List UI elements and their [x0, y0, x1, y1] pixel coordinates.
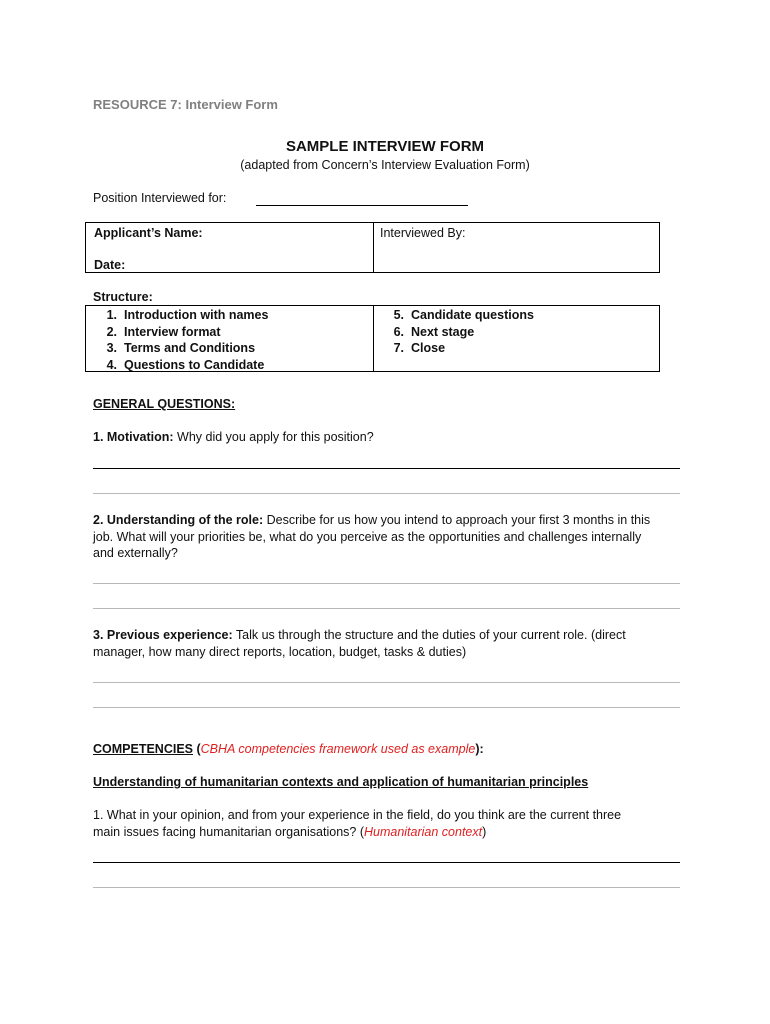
question-1: 1. Motivation: Why did you apply for this position?: [93, 430, 374, 444]
general-questions-heading: GENERAL QUESTIONS:: [93, 397, 236, 411]
structure-heading: Structure:: [93, 290, 153, 304]
competency-subheading: Understanding of humanitarian contexts and application of humanitarian principles: [93, 775, 589, 789]
structure-box-divider: [373, 306, 374, 371]
applicant-name-label: Applicant’s Name:: [94, 226, 203, 240]
position-input-line[interactable]: [256, 205, 468, 206]
structure-box: [85, 305, 660, 372]
structure-left-list: [93, 307, 268, 373]
competency-question-1: 1. What in your opinion, and from your experience in the field, do you think are the current three main issues facing humanitarian organisations? (Humanitarian context): [93, 808, 622, 839]
interviewed-by-label: Interviewed By:: [380, 226, 466, 240]
applicant-info-box: [85, 222, 660, 273]
date-label: Date:: [94, 258, 126, 272]
structure-right-list: [380, 307, 534, 357]
info-box-divider: [373, 223, 374, 272]
answer-line[interactable]: [93, 682, 680, 683]
answer-line[interactable]: [93, 608, 680, 609]
structure-item: 5. Candidate questions: [393, 308, 534, 322]
position-label: Position Interviewed for:: [93, 191, 227, 205]
context-tag: Humanitarian context: [363, 824, 483, 839]
competencies-heading: COMPETENCIES (CBHA competencies framework used as example):: [93, 742, 484, 756]
answer-line[interactable]: [93, 862, 680, 863]
form-subtitle: (adapted from Concern’s Interview Evaluation Form): [240, 158, 530, 172]
form-title: SAMPLE INTERVIEW FORM: [285, 138, 485, 155]
structure-item: 1. Introduction with names: [106, 308, 269, 322]
question-3: 3. Previous experience: Talk us through the structure and the duties of your current role. (direct manager, how many direct reports, location, budget, tasks & duties): [93, 628, 626, 659]
question-2: 2. Understanding of the role: Describe for us how you intend to approach your first 3 months in this job. What will your priorities be, what do you perceive as the opportunities and challenges internally and externally?: [93, 513, 651, 560]
answer-line[interactable]: [93, 887, 680, 888]
answer-line[interactable]: [93, 707, 680, 708]
answer-line[interactable]: [93, 583, 680, 584]
structure-item: 3. Terms and Conditions: [106, 341, 256, 355]
structure-item: 2. Interview format: [106, 324, 221, 339]
resource-label: RESOURCE 7: Interview Form: [93, 97, 278, 112]
structure-item: 7. Close: [393, 341, 446, 355]
answer-line[interactable]: [93, 468, 680, 469]
structure-item: 4. Questions to Candidate: [106, 357, 265, 372]
competencies-note: CBHA competencies framework used as example: [200, 742, 476, 756]
answer-line[interactable]: [93, 493, 680, 494]
structure-item: 6. Next stage: [393, 324, 475, 339]
